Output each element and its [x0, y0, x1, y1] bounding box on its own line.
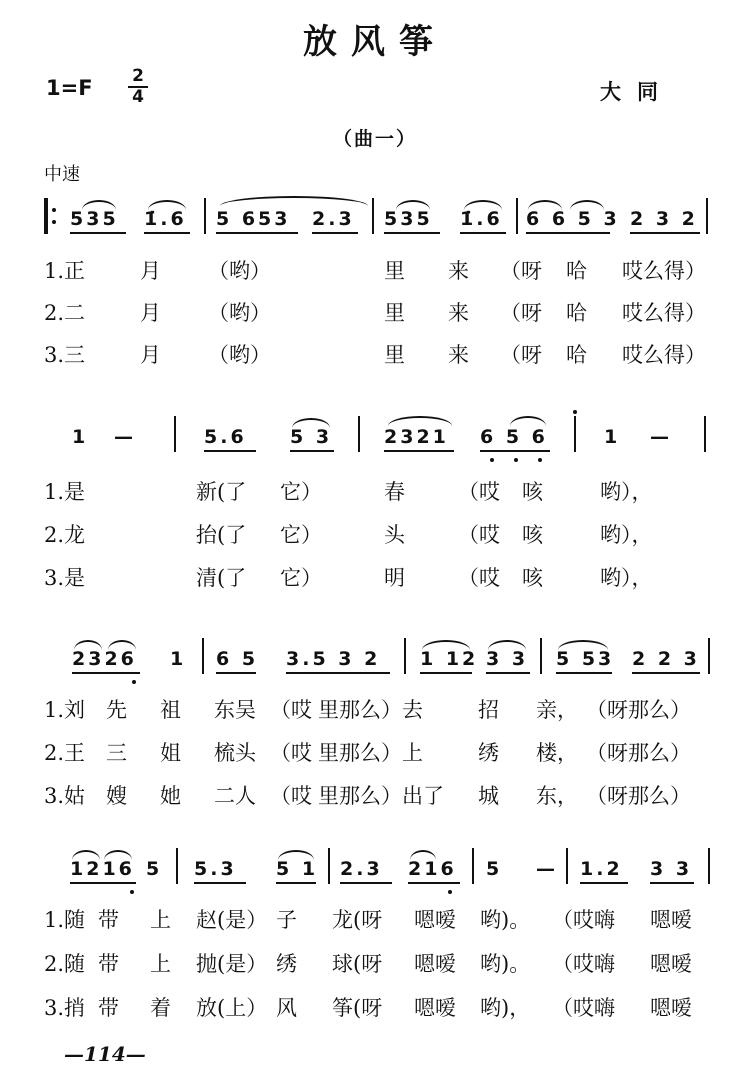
note-group: 6 5 6: [480, 426, 548, 448]
lyric-word: 来: [448, 301, 469, 325]
lyric-word: 哎么得）: [622, 301, 706, 325]
lyric-word: 哟)。: [480, 908, 531, 932]
lyric-word: 龙(呀: [332, 908, 383, 932]
lyric-word: 哈: [566, 301, 587, 325]
bar-line: [574, 416, 576, 452]
note-group: 5: [486, 858, 503, 880]
lyric-word: 东，: [536, 784, 578, 808]
lyric-word: 清(了: [196, 566, 247, 590]
note-group: 3 3: [650, 858, 693, 880]
note-group: 1̇.6: [144, 208, 187, 230]
bar-line: [566, 848, 568, 884]
lyric-word: 哈: [566, 259, 587, 283]
slur: [82, 200, 116, 210]
note-group: 5.3: [194, 858, 237, 880]
repeat-dot: [52, 208, 56, 212]
notation-line-1: [40, 192, 720, 252]
key-signature: 1=F: [46, 76, 93, 100]
lyric-word: （哟）: [208, 259, 271, 283]
lyric-word: （哎: [458, 566, 500, 590]
lyric-line-4-verse-1: [0, 904, 750, 934]
underline: [144, 232, 190, 234]
slur: [510, 416, 546, 426]
note-group: 2.3: [312, 208, 355, 230]
lyric-word: 月: [140, 259, 161, 283]
lyric-word: 上: [150, 952, 171, 976]
underline: [204, 450, 256, 452]
underline: [460, 232, 506, 234]
lyric-word: 她: [160, 784, 181, 808]
lyric-line-2-verse-1: [0, 476, 750, 506]
lyric-word: 头: [384, 523, 405, 547]
lyric-word: 嗯嗳: [650, 908, 692, 932]
lyric-word: 1.刘: [44, 698, 86, 722]
note-group: 1: [72, 426, 89, 448]
bar-line: [472, 848, 474, 884]
lyric-word: 风: [276, 996, 297, 1020]
low-octave-dot: [132, 680, 136, 684]
bar-line: [708, 638, 710, 674]
lyric-word: 招: [478, 698, 499, 722]
tie: [220, 196, 368, 206]
note-group: —: [114, 426, 136, 448]
lyric-word: 咳: [522, 480, 543, 504]
lyric-word: 哟），: [600, 480, 653, 504]
note-group: 3.5 3 2: [286, 648, 381, 670]
underline: [290, 450, 334, 452]
lyric-word: 哟），: [600, 523, 653, 547]
note-group: 2326: [72, 648, 137, 670]
lyric-word: 带: [98, 908, 119, 932]
lyric-word: 着: [150, 996, 171, 1020]
lyric-word: 2.王: [44, 741, 86, 765]
underline: [480, 450, 550, 452]
lyric-word: 嫂: [106, 784, 127, 808]
underline: [384, 232, 440, 234]
slur: [488, 640, 526, 650]
lyric-word: 子: [276, 908, 297, 932]
slur: [278, 850, 314, 860]
lyric-word: 里: [384, 259, 405, 283]
lyric-word: 城: [478, 784, 499, 808]
lyric-word: 它）: [280, 480, 322, 504]
fermata-dot: [573, 410, 577, 414]
bar-line: [706, 198, 708, 234]
lyric-line-4-verse-3: [0, 992, 750, 1022]
note-group: —: [650, 426, 672, 448]
underline: [526, 232, 610, 234]
slur: [464, 200, 502, 210]
lyric-word: 3.是: [44, 566, 86, 590]
lyric-line-2-verse-3: [0, 562, 750, 592]
lyric-word: 抬(了: [196, 523, 247, 547]
lyric-word: 它）: [280, 523, 322, 547]
lyric-word: 球(呀: [332, 952, 383, 976]
low-octave-dot: [448, 890, 452, 894]
lyric-word: 祖: [160, 698, 181, 722]
lyric-word: 2.二: [44, 301, 86, 325]
lyric-word: （呀: [500, 259, 542, 283]
low-octave-dot: [490, 458, 494, 462]
lyric-word: 哟)。: [480, 952, 531, 976]
underline: [486, 672, 530, 674]
lyric-word: 嗯嗳: [414, 996, 456, 1020]
notation-line-4: [40, 842, 720, 902]
lyric-word: 来: [448, 259, 469, 283]
note-group: 1.2: [580, 858, 623, 880]
underline: [632, 672, 700, 674]
lyric-word: （呀那么）: [586, 741, 691, 765]
lyric-word: 上: [150, 908, 171, 932]
lyric-word: 哟），: [600, 566, 653, 590]
lyric-word: 它）: [280, 566, 322, 590]
song-region: 大同: [600, 79, 674, 104]
section-label: （曲一）: [332, 128, 417, 150]
note-group: —: [536, 858, 558, 880]
underline: [276, 882, 316, 884]
lyric-line-2-verse-2: [0, 519, 750, 549]
slur: [292, 418, 330, 428]
lyric-word: 里那么）去: [318, 698, 423, 722]
tempo-marking: 中速: [44, 164, 80, 185]
note-group: 535: [384, 208, 433, 230]
slur: [148, 200, 186, 210]
lyric-word: 月: [140, 301, 161, 325]
lyric-word: （哎嗨: [552, 952, 615, 976]
lyric-word: 三: [106, 741, 127, 765]
lyric-word: 里那么）出了: [318, 784, 444, 808]
time-signature: [128, 68, 148, 106]
lyric-word: 放(上）: [196, 996, 268, 1020]
note-group: 6 6 5 3: [526, 208, 620, 230]
underline: [408, 882, 460, 884]
bar-line: [708, 848, 710, 884]
lyric-word: 里那么）上: [318, 741, 423, 765]
lyric-word: 绣: [478, 741, 499, 765]
note-group: 5 53: [556, 648, 615, 670]
note-group: 216: [408, 858, 457, 880]
note-group: 2321: [384, 426, 449, 448]
lyric-word: 嗯嗳: [414, 952, 456, 976]
lyric-word: 咳: [522, 523, 543, 547]
underline: [194, 882, 246, 884]
lyric-word: 1.正: [44, 259, 86, 283]
lyric-word: （哎: [270, 784, 312, 808]
note-group: 5 3: [290, 426, 333, 448]
lyric-word: 新(了: [196, 480, 247, 504]
bar-line: [174, 416, 176, 452]
low-octave-dot: [514, 458, 518, 462]
underline: [216, 672, 256, 674]
page-number: —114—: [64, 1042, 146, 1066]
slur: [388, 416, 452, 426]
slur: [570, 200, 604, 210]
lyric-word: 嗯嗳: [650, 996, 692, 1020]
bar-line: [404, 638, 406, 674]
lyric-word: 嗯嗳: [414, 908, 456, 932]
slur: [74, 640, 102, 650]
lyric-word: （哎: [270, 698, 312, 722]
underline: [286, 672, 390, 674]
lyric-word: 绣: [276, 952, 297, 976]
lyric-word: 哎么得）: [622, 343, 706, 367]
lyric-word: 梳头: [214, 741, 256, 765]
slur: [108, 640, 136, 650]
note-group: 1: [604, 426, 621, 448]
lyric-word: 二人: [214, 784, 256, 808]
note-group: 1̇.6: [460, 208, 503, 230]
lyric-word: 哎么得）: [622, 259, 706, 283]
note-group: 2.3: [340, 858, 383, 880]
lyric-word: 哟)，: [480, 996, 531, 1020]
lyric-line-4-verse-2: [0, 948, 750, 978]
lyric-word: 亲，: [536, 698, 578, 722]
bar-line: [540, 638, 542, 674]
note-group: 535: [70, 208, 119, 230]
underline: [630, 232, 700, 234]
lyric-word: 带: [98, 952, 119, 976]
meter-denominator: 4: [132, 87, 144, 107]
lyric-word: 哈: [566, 343, 587, 367]
lyric-word: （哎嗨: [552, 996, 615, 1020]
bar-line: [328, 848, 330, 884]
note-group: 5 653: [216, 208, 291, 230]
underline: [312, 232, 358, 234]
lyric-word: 2.龙: [44, 523, 86, 547]
lyric-word: （呀那么）: [586, 784, 691, 808]
lyric-line-1-verse-1: [0, 255, 750, 285]
slur: [396, 200, 430, 210]
bar-line: [202, 638, 204, 674]
lyric-word: （哎: [270, 741, 312, 765]
note-group: 2 2 3: [632, 648, 700, 670]
bar-line: [176, 848, 178, 884]
lyric-word: 东吴: [214, 698, 256, 722]
lyric-word: （呀: [500, 343, 542, 367]
bar-line: [372, 198, 374, 234]
lyric-word: 1.随: [44, 908, 86, 932]
notation-line-2: [40, 410, 720, 470]
lyric-word: （哎嗨: [552, 908, 615, 932]
repeat-start-bar: [44, 198, 48, 234]
slur: [558, 640, 608, 650]
lyric-word: 3.姑: [44, 784, 86, 808]
slur: [72, 850, 100, 860]
note-group: 1: [170, 648, 187, 670]
lyric-word: （呀那么）: [586, 698, 691, 722]
note-group: 2 3 2: [630, 208, 698, 230]
note-group: 5: [146, 858, 163, 880]
song-title: 放风筝: [303, 22, 447, 62]
underline: [70, 232, 126, 234]
slur: [410, 850, 436, 860]
lyric-word: 抛(是）: [196, 952, 268, 976]
lyric-word: （哎: [458, 523, 500, 547]
underline: [216, 232, 298, 234]
lyric-line-3-verse-2: [0, 737, 750, 767]
low-octave-dot: [538, 458, 542, 462]
bar-line: [704, 416, 706, 452]
slur: [422, 640, 470, 650]
low-octave-dot: [130, 890, 134, 894]
notation-line-3: [40, 632, 720, 692]
repeat-dot: [52, 220, 56, 224]
underline: [580, 882, 628, 884]
lyric-word: （哟）: [208, 343, 271, 367]
note-group: 5.6: [204, 426, 247, 448]
bar-line: [204, 198, 206, 234]
underline: [72, 672, 140, 674]
underline: [70, 882, 136, 884]
bar-line: [358, 416, 360, 452]
underline: [340, 882, 392, 884]
underline: [384, 450, 454, 452]
lyric-word: （哎: [458, 480, 500, 504]
note-group: 6 5: [216, 648, 259, 670]
lyric-line-3-verse-3: [0, 780, 750, 810]
note-group: 3 3: [486, 648, 529, 670]
note-group: 1 12: [420, 648, 479, 670]
bar-line: [516, 198, 518, 234]
lyric-line-1-verse-3: [0, 339, 750, 369]
slur: [528, 200, 562, 210]
lyric-word: 筝(呀: [332, 996, 383, 1020]
lyric-word: 来: [448, 343, 469, 367]
lyric-word: 2.随: [44, 952, 86, 976]
lyric-word: 嗯嗳: [650, 952, 692, 976]
lyric-word: （呀: [500, 301, 542, 325]
lyric-word: 里: [384, 301, 405, 325]
lyric-word: 咳: [522, 566, 543, 590]
underline: [650, 882, 694, 884]
lyric-word: 3.捎: [44, 996, 86, 1020]
lyric-line-3-verse-1: [0, 694, 750, 724]
lyric-line-1-verse-2: [0, 297, 750, 327]
lyric-word: （哟）: [208, 301, 271, 325]
lyric-word: 明: [384, 566, 405, 590]
lyric-word: 月: [140, 343, 161, 367]
lyric-word: 姐: [160, 741, 181, 765]
meter-numerator: 2: [132, 66, 144, 86]
underline: [420, 672, 472, 674]
lyric-word: 1.是: [44, 480, 86, 504]
lyric-word: 楼，: [536, 741, 578, 765]
lyric-word: 春: [384, 480, 405, 504]
slur: [104, 850, 132, 860]
note-group: 1216: [70, 858, 135, 880]
underline: [556, 672, 612, 674]
lyric-word: 赵(是）: [196, 908, 268, 932]
lyric-word: 先: [106, 698, 127, 722]
lyric-word: 带: [98, 996, 119, 1020]
lyric-word: 里: [384, 343, 405, 367]
lyric-word: 3.三: [44, 343, 86, 367]
note-group: 5 1: [276, 858, 319, 880]
